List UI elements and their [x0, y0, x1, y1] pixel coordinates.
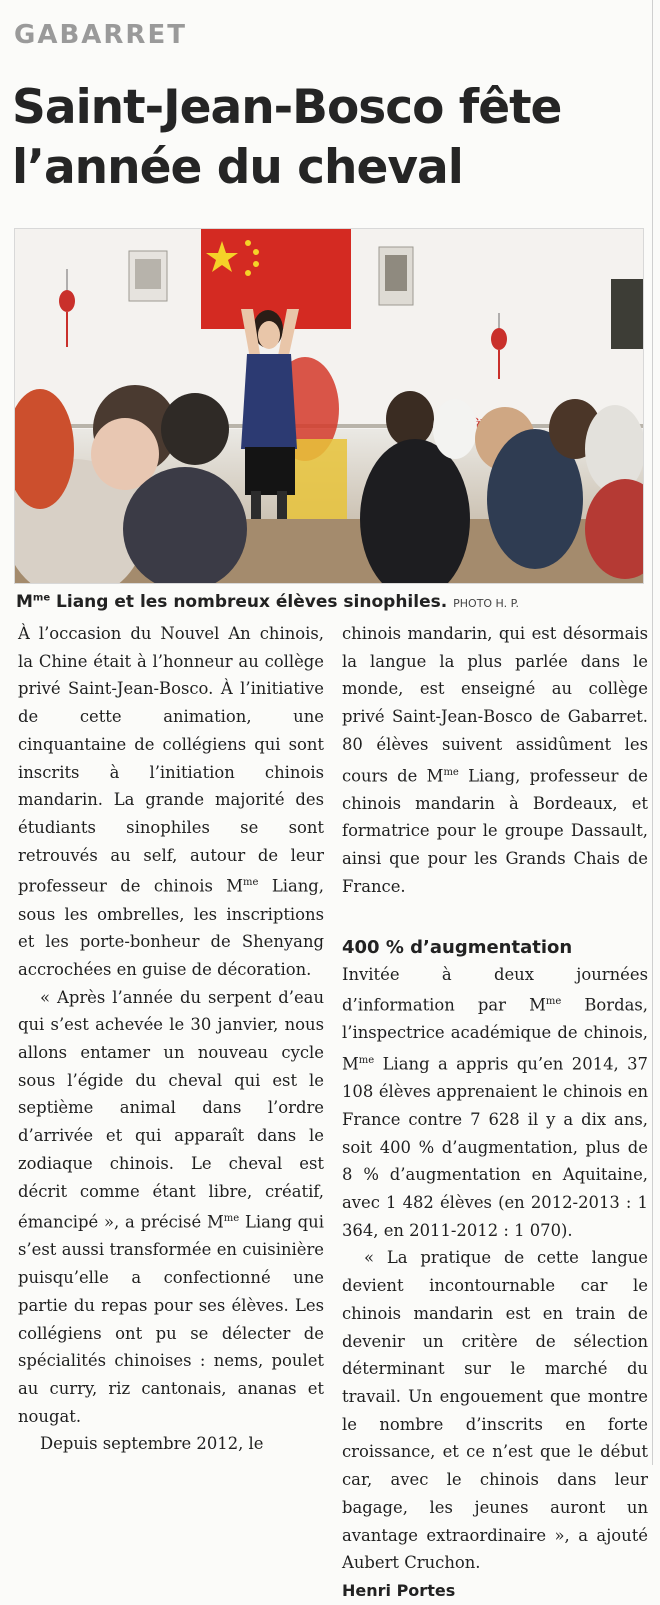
location-kicker: GABARRET: [14, 20, 187, 50]
photo-illustration: [15, 229, 643, 583]
section-subhead: 400 % d’augmentation: [342, 936, 573, 958]
flag-small-star-icon: [253, 249, 259, 255]
p3-text: Depuis septembre 2012, le: [40, 1434, 264, 1454]
p4-sup-1: me: [545, 996, 562, 1008]
p2-sup: me: [223, 1213, 240, 1225]
photo-caption: [16, 592, 646, 612]
paragraph-2: [18, 984, 324, 1431]
article-headline: [12, 78, 642, 198]
p3-text-continued: chinois mandarin, qui est désormais la langue la plus parlée dans le monde, est enseigné au collège privé Saint-Jean-Bosco de Gabarret. 80 élèves suivent assidûment les cours de M: [342, 624, 648, 785]
hanging-lantern-icon: [491, 328, 507, 350]
body-column-right: [342, 620, 648, 1605]
paragraph-3: [18, 1430, 324, 1458]
headline-line-2: l’année du cheval: [12, 140, 463, 195]
paragraph-1: [18, 620, 324, 984]
body-column-left: [18, 620, 324, 1458]
poster-picture: [135, 259, 161, 289]
p4-text-mid: Bordas, l’inspectrice académique de chinois, M: [342, 995, 648, 1074]
caption-text: M: [16, 592, 33, 612]
p4-text-rest: Liang a appris qu’en 2014, 37 108 élèves apprenaient le chinois en France contre 7 628 il y a dix ans, soit 400 % d’augmentation, plus de 8 % d’augmentation en Aquitaine, avec 1 482 élèves (en 2012-2013 : 1 364, en 2011-2012 : 1 070).: [342, 1054, 648, 1240]
wall-frame: [611, 279, 643, 349]
p2-text-rest: Liang qui s’est aussi transformée en cuisinière puisqu’elle a confectionné une partie du repas pour ses élèves. Les collégiens ont pu se délecter de spécialités chinoises : nems, poulet au curry, riz cantonais, ananas et nougat.: [18, 1212, 324, 1426]
p1-text: À l’occasion du Nouvel An chinois, la Chine était à l’honneur au collège privé Saint-Jean-Bosco. À l’initiative de cette animation, une cinquantaine de collégiens qui sont inscrits à l’initiation chinois mandarin. La grande majorité des étudiants sinophiles se sont retrouvés au self, autour de leur professeur de chinois M: [18, 624, 324, 896]
caption-text-rest: Liang et les nombreux élèves sinophiles.: [50, 592, 448, 612]
scroll-picture: [385, 255, 407, 291]
flag-small-star-icon: [245, 240, 251, 246]
p1-sup: me: [243, 877, 259, 889]
p2-text: « Après l’année du serpent d’eau qui s’est achevée le 30 janvier, nous allons entamer un nouveau cycle sous l’égide du cheval qui est le septième animal dans l’ordre d’arrivée et qui apparaît dans le zodiaque chinois. Le cheval est décrit comme étant libre, créatif, émancipé », a précisé M: [18, 987, 324, 1232]
flag-small-star-icon: [245, 270, 251, 276]
paragraph-3-continued: [342, 620, 648, 901]
photo-credit: PHOTO H. P.: [453, 597, 520, 610]
caption-sup: me: [32, 592, 51, 604]
p1-text-rest: Liang, sous les ombrelles, les inscriptions et les porte-bonheur de Shenyang accrochées en guise de décoration.: [18, 876, 324, 979]
hanging-lantern-icon: [59, 290, 75, 312]
p3-sup: me: [443, 766, 459, 778]
p3-text-rest: Liang, professeur de chinois mandarin à Bordeaux, et formatrice pour le groupe Dassault, ainsi que pour les Grands Chais de France.: [342, 765, 649, 896]
column-rule: [652, 0, 653, 1465]
headline-line-1: Saint-Jean-Bosco fête: [12, 80, 562, 135]
p4-text: Invitée à deux journées d’information par M: [342, 964, 648, 1015]
article-photo: [14, 228, 644, 584]
author-byline: Henri Portes: [342, 1580, 456, 1600]
flag-small-star-icon: [253, 261, 259, 267]
p4-sup-2: me: [358, 1055, 375, 1067]
paragraph-5: « La pratique de cette langue devient incontournable car le chinois mandarin est en train de devenir un critère de sélection déterminant sur le marché du travail. Un engouement que montre le nombre d’inscrits en forte croissance, et ce n’est que le début car, avec le chinois dans leur bagage, les jeunes auront un avantage extraordinaire », a ajouté Aubert Cruchon.: [342, 1248, 648, 1573]
paragraph-4: [342, 961, 648, 1245]
